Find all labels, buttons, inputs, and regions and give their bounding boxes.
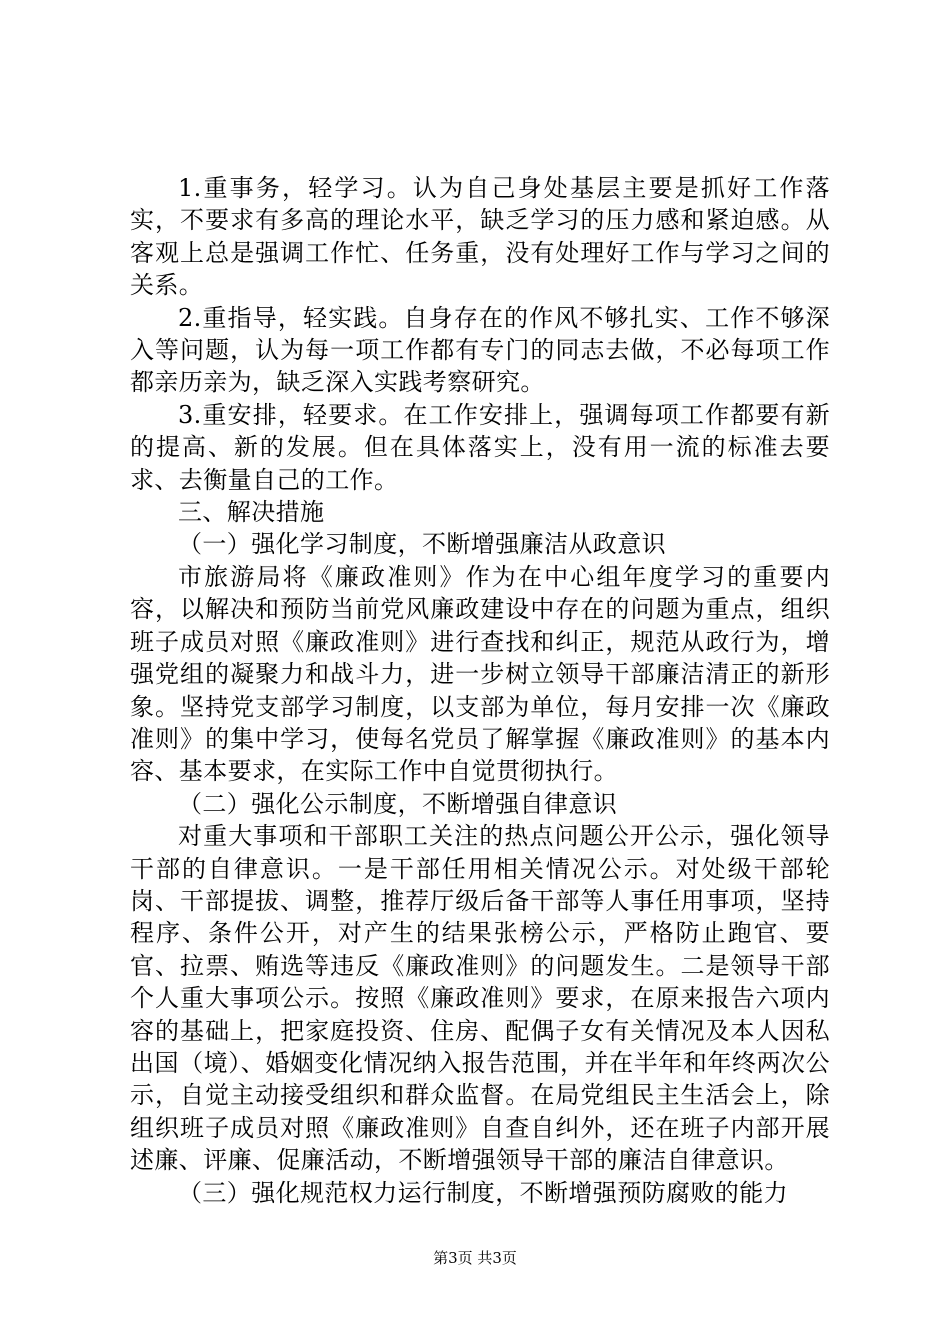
subheading-study-system: （一）强化学习制度，不断增强廉洁从政意识 [178,530,666,559]
paragraph-point-3: 3.重安排，轻要求。在工作安排上，强调每项工作都要有新的提高、新的发展。但在具体落实上，没有用一流的标准去要求、去衡量自己的工作。 [130,400,830,494]
document-body [130,172,830,1209]
paragraph-study-system: 市旅游局将《廉政准则》作为在中心组年度学习的重要内容，以解决和预防当前党风廉政建设中存在的问题为重点，组织班子成员对照《廉政准则》进行查找和纠正，规范从政行为，增强党组的凝聚力和战斗力，进一步树立领导干部廉洁清正的新形象。坚持党支部学习制度，以支部为单位，每月安排一次《廉政准则》的集中学习，使每名党员了解掌握《廉政准则》的基本内容、基本要求，在实际工作中自觉贯彻执行。 [130,562,830,786]
page-footer: 第3页 共3页 [433,1249,517,1267]
paragraph-point-1: 1.重事务，轻学习。认为自己身处基层主要是抓好工作落实，不要求有多高的理论水平，缺乏学习的压力感和紧迫感。从客观上总是强调工作忙、任务重，没有处理好工作与学习之间的关系。 [130,174,830,300]
subheading-publicity-system: （二）强化公示制度，不断增强自律意识 [178,789,618,818]
subheading-power-regulation: （三）强化规范权力运行制度，不断增强预防腐败的能力 [178,1178,788,1207]
section-heading-measures: 三、解决措施 [178,498,325,527]
paragraph-point-2: 2.重指导，轻实践。自身存在的作风不够扎实、工作不够深入等问题，认为每一项工作都有专门的同志去做，不必每项工作都亲历亲为，缺乏深入实践考察研究。 [130,303,830,397]
paragraph-publicity-system: 对重大事项和干部职工关注的热点问题公开公示，强化领导干部的自律意识。一是干部任用相关情况公示。对处级干部轮岗、干部提拔、调整，推荐厅级后备干部等人事任用事项，坚持程序、条件公开，对产生的结果张榜公示，严格防止跑官、要官、拉票、贿选等违反《廉政准则》的问题发生。二是领导干部个人重大事项公示。按照《廉政准则》要求，在原来报告六项内容的基础上，把家庭投资、住房、配偶子女有关情况及本人因私出国（境）、婚姻变化情况纳入报告范围，并在半年和年终两次公示，自觉主动接受组织和群众监督。在局党组民主生活会上，除组织班子成员对照《廉政准则》自查自纠外，还在班子内部开展述廉、评廉、促廉活动，不断增强领导干部的廉洁自律意识。 [130,822,830,1175]
